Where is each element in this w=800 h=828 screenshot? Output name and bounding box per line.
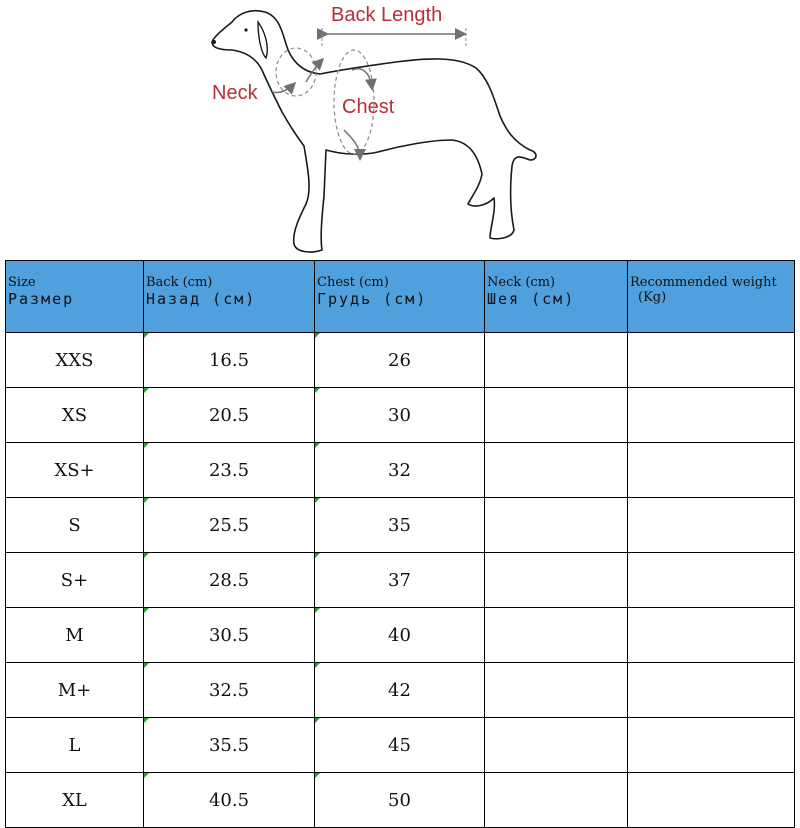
cell-back: 32.5 xyxy=(144,663,315,718)
cell-marker-icon xyxy=(144,498,149,503)
cell-marker-icon xyxy=(315,663,320,668)
header-chest-en: Chest (cm) xyxy=(317,275,389,290)
cell-size: S+ xyxy=(6,553,144,608)
header-size xyxy=(6,261,144,333)
table-row xyxy=(6,663,795,718)
cell-marker-icon xyxy=(315,718,320,723)
table-header-row xyxy=(6,261,795,333)
cell-marker-icon xyxy=(315,388,320,393)
cell-marker-icon xyxy=(144,553,149,558)
cell-size: XS+ xyxy=(6,443,144,498)
cell-weight xyxy=(628,443,795,498)
cell-marker-icon xyxy=(315,773,320,778)
table-row xyxy=(6,333,795,388)
cell-chest: 30 xyxy=(315,388,485,443)
cell-neck xyxy=(485,388,628,443)
cell-chest: 45 xyxy=(315,718,485,773)
cell-size: M xyxy=(6,608,144,663)
header-size-en: Size xyxy=(8,275,36,290)
cell-weight xyxy=(628,663,795,718)
cell-back: 28.5 xyxy=(144,553,315,608)
table-row xyxy=(6,718,795,773)
cell-marker-icon xyxy=(144,718,149,723)
neck-label: Neck xyxy=(212,82,258,104)
cell-weight xyxy=(628,718,795,773)
cell-weight xyxy=(628,388,795,443)
header-back-ru: Назад (см) xyxy=(146,290,257,308)
cell-size: L xyxy=(6,718,144,773)
header-weight-unit: (Kg) xyxy=(638,290,667,305)
cell-weight xyxy=(628,608,795,663)
cell-back: 25.5 xyxy=(144,498,315,553)
cell-neck xyxy=(485,443,628,498)
cell-back: 23.5 xyxy=(144,443,315,498)
cell-size: M+ xyxy=(6,663,144,718)
table-row xyxy=(6,608,795,663)
header-chest xyxy=(315,261,485,333)
cell-neck xyxy=(485,553,628,608)
back-length-label: Back Length xyxy=(331,4,443,26)
cell-marker-icon xyxy=(315,498,320,503)
header-chest-ru: Грудь (см) xyxy=(317,290,428,308)
chest-label: Chest xyxy=(342,96,395,118)
dog-silhouette-icon xyxy=(0,0,800,260)
cell-marker-icon xyxy=(315,608,320,613)
cell-back: 35.5 xyxy=(144,718,315,773)
header-neck-ru: Шея (см) xyxy=(487,290,576,308)
cell-weight xyxy=(628,498,795,553)
cell-weight xyxy=(628,773,795,828)
cell-neck xyxy=(485,773,628,828)
cell-chest: 50 xyxy=(315,773,485,828)
cell-back: 30.5 xyxy=(144,608,315,663)
cell-marker-icon xyxy=(144,608,149,613)
cell-neck xyxy=(485,333,628,388)
cell-size: XXS xyxy=(6,333,144,388)
cell-size: XS xyxy=(6,388,144,443)
cell-neck xyxy=(485,498,628,553)
cell-marker-icon xyxy=(315,333,320,338)
cell-marker-icon xyxy=(315,443,320,448)
header-weight xyxy=(628,261,795,333)
cell-size: XL xyxy=(6,773,144,828)
cell-back: 20.5 xyxy=(144,388,315,443)
cell-marker-icon xyxy=(144,773,149,778)
cell-back: 16.5 xyxy=(144,333,315,388)
cell-marker-icon xyxy=(144,333,149,338)
cell-marker-icon xyxy=(144,388,149,393)
cell-back: 40.5 xyxy=(144,773,315,828)
cell-neck xyxy=(485,663,628,718)
cell-neck xyxy=(485,718,628,773)
table-row xyxy=(6,498,795,553)
header-back xyxy=(144,261,315,333)
cell-chest: 42 xyxy=(315,663,485,718)
cell-chest: 32 xyxy=(315,443,485,498)
cell-neck xyxy=(485,608,628,663)
cell-weight xyxy=(628,553,795,608)
cell-chest: 26 xyxy=(315,333,485,388)
table-row xyxy=(6,773,795,828)
dog-measurement-diagram xyxy=(0,0,800,260)
cell-chest: 37 xyxy=(315,553,485,608)
cell-size: S xyxy=(6,498,144,553)
cell-weight xyxy=(628,333,795,388)
cell-marker-icon xyxy=(144,663,149,668)
cell-chest: 35 xyxy=(315,498,485,553)
table-row xyxy=(6,388,795,443)
table-body xyxy=(6,333,795,828)
cell-chest: 40 xyxy=(315,608,485,663)
table-row xyxy=(6,443,795,498)
table-row xyxy=(6,553,795,608)
cell-marker-icon xyxy=(315,553,320,558)
header-size-ru: Размер xyxy=(8,290,75,308)
header-back-en: Back (cm) xyxy=(146,275,213,290)
header-neck xyxy=(485,261,628,333)
header-weight-en: Recommended weight xyxy=(630,275,777,290)
cell-marker-icon xyxy=(144,443,149,448)
size-chart-table xyxy=(5,260,795,828)
header-neck-en: Neck (cm) xyxy=(487,275,556,290)
